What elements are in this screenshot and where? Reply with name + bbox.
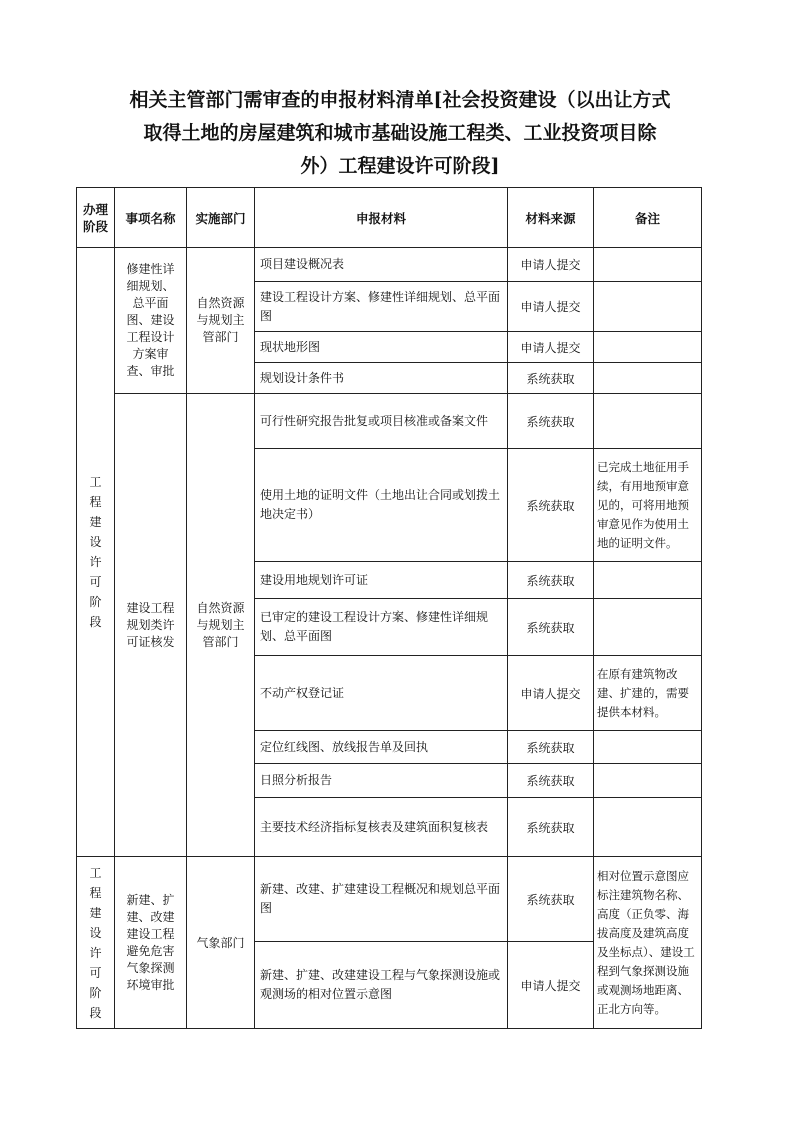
header-material: 申报材料 — [255, 188, 508, 248]
materials-table — [76, 187, 702, 1029]
material-cell: 项目建设概况表 — [255, 248, 508, 282]
source-cell: 申请人提交 — [508, 332, 594, 363]
material-cell: 已审定的建设工程设计方案、修建性详细规划、总平面图 — [255, 599, 508, 656]
note-cell — [594, 764, 702, 798]
source-cell: 系统获取 — [508, 394, 594, 449]
note-cell — [594, 394, 702, 449]
header-source: 材料来源 — [508, 188, 594, 248]
note-cell — [594, 731, 702, 764]
material-cell: 日照分析报告 — [255, 764, 508, 798]
material-cell: 建设工程设计方案、修建性详细规划、总平面图 — [255, 282, 508, 332]
header-row — [77, 188, 702, 248]
material-cell: 规划设计条件书 — [255, 363, 508, 394]
source-cell: 申请人提交 — [508, 282, 594, 332]
dept-cell: 气象部门 — [187, 857, 255, 1029]
header-stage: 办理阶段 — [77, 188, 115, 248]
source-cell: 申请人提交 — [508, 248, 594, 282]
note-cell — [594, 562, 702, 599]
title-line: 取得土地的房屋建筑和城市基础设施工程类、工业投资项目除 — [143, 122, 657, 144]
stage-cell: 工程建设许可阶段 — [77, 857, 115, 1029]
title-line: 相关主管部门需审查的申报材料清单[社会投资建设（以出让方式 — [129, 89, 671, 111]
material-cell: 使用土地的证明文件（土地出让合同或划拨土地决定书） — [255, 449, 508, 562]
note-cell — [594, 798, 702, 857]
dept-cell: 自然资源与规划主管部门 — [187, 394, 255, 857]
material-cell: 现状地形图 — [255, 332, 508, 363]
source-cell: 申请人提交 — [508, 942, 594, 1029]
note-cell — [594, 282, 702, 332]
source-cell: 系统获取 — [508, 764, 594, 798]
title-line: 外）工程建设许可阶段] — [300, 155, 500, 177]
document-title — [60, 84, 740, 183]
note-cell — [594, 248, 702, 282]
note-cell — [594, 363, 702, 394]
source-cell: 系统获取 — [508, 798, 594, 857]
stage-cell: 工程建设许可阶段 — [77, 248, 115, 857]
header-note: 备注 — [594, 188, 702, 248]
item-cell: 修建性详细规划、总平面图、建设工程设计方案审查、审批 — [115, 248, 187, 394]
table-row — [77, 394, 702, 449]
header-dept: 实施部门 — [187, 188, 255, 248]
note-cell: 在原有建筑物改建、扩建的，需要提供本材料。 — [594, 656, 702, 731]
material-cell: 建设用地规划许可证 — [255, 562, 508, 599]
table-row — [77, 248, 702, 282]
source-cell: 系统获取 — [508, 599, 594, 656]
source-cell: 申请人提交 — [508, 656, 594, 731]
material-cell: 可行性研究报告批复或项目核准或备案文件 — [255, 394, 508, 449]
item-cell: 新建、扩建、改建建设工程避免危害气象探测环境审批 — [115, 857, 187, 1029]
header-item: 事项名称 — [115, 188, 187, 248]
material-cell: 主要技术经济指标复核表及建筑面积复核表 — [255, 798, 508, 857]
source-cell: 系统获取 — [508, 731, 594, 764]
source-cell: 系统获取 — [508, 857, 594, 942]
note-cell: 已完成土地征用手续，有用地预审意见的，可将用地预审意见作为使用土地的证明文件。 — [594, 449, 702, 562]
table-row — [77, 857, 702, 942]
note-cell — [594, 332, 702, 363]
material-cell: 不动产权登记证 — [255, 656, 508, 731]
note-cell — [594, 599, 702, 656]
dept-cell: 自然资源与规划主管部门 — [187, 248, 255, 394]
item-cell: 建设工程规划类许可证核发 — [115, 394, 187, 857]
material-cell: 定位红线图、放线报告单及回执 — [255, 731, 508, 764]
note-cell: 相对位置示意图应标注建筑物名称、高度（正负零、海拔高度及建筑高度及坐标点）、建设工程到气象探测设施或观测场地距离、正北方向等。 — [594, 857, 702, 1029]
material-cell: 新建、改建、扩建建设工程概况和规划总平面图 — [255, 857, 508, 942]
material-cell: 新建、扩建、改建建设工程与气象探测设施或观测场的相对位置示意图 — [255, 942, 508, 1029]
source-cell: 系统获取 — [508, 449, 594, 562]
source-cell: 系统获取 — [508, 562, 594, 599]
source-cell: 系统获取 — [508, 363, 594, 394]
